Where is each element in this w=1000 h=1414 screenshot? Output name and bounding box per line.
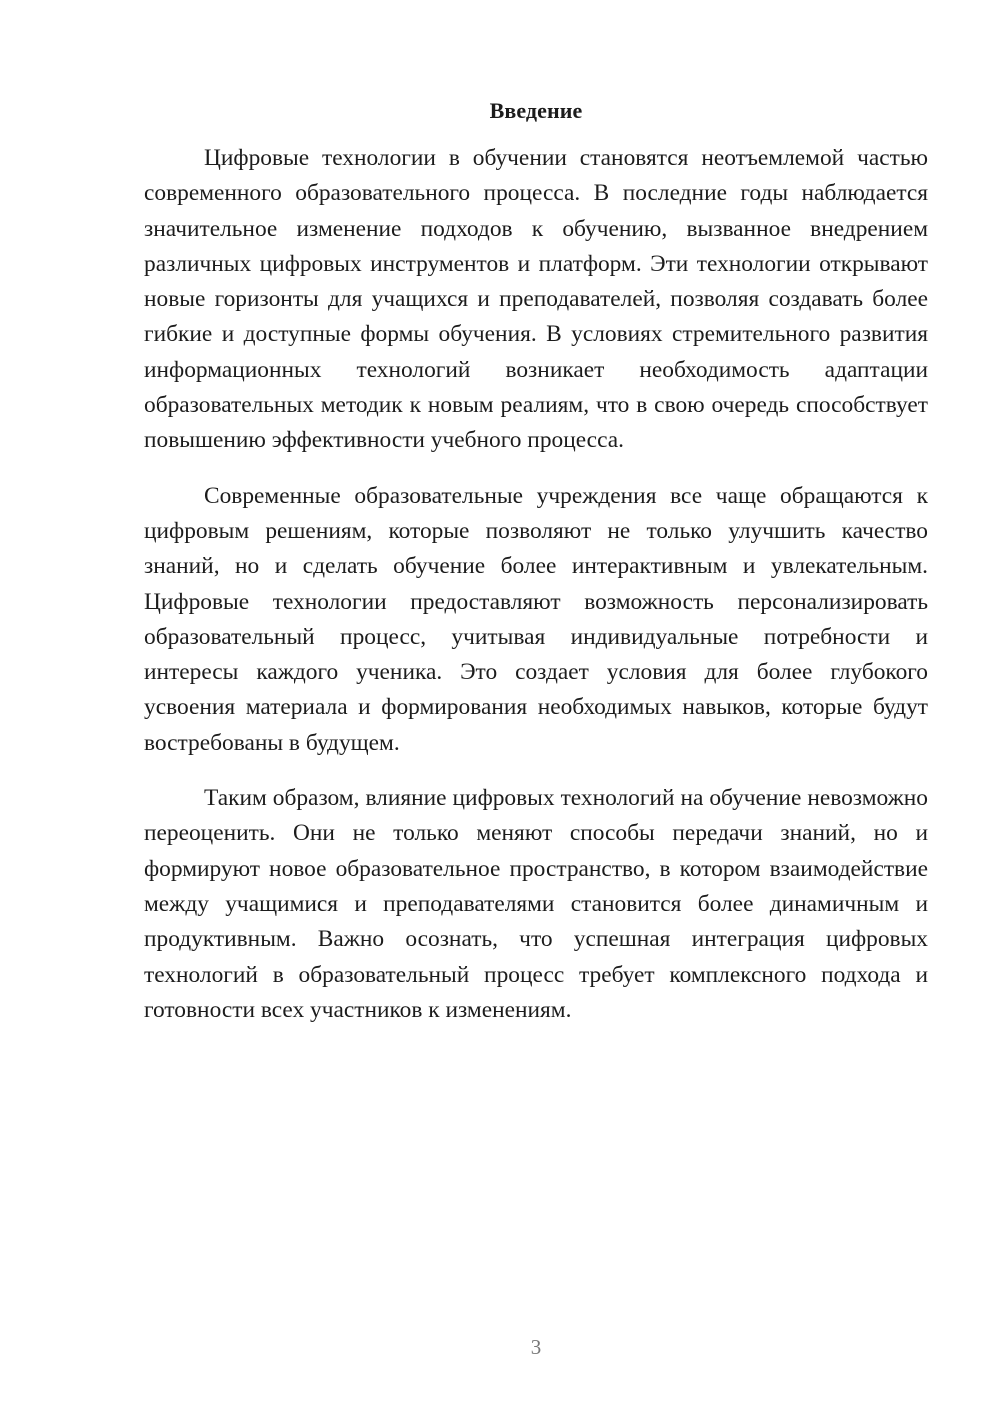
page-number: 3 — [530, 1335, 542, 1359]
paragraph-1: Цифровые технологии в обучении становятся неотъемлемой частью современного образовательного процесса. В последние годы наблюдается значительное изменение подходов к обучению, вызванное внедрением различных цифровых инструментов и платформ. Эти технологии открывают новые горизонты для учащихся и преподавателей, позволяя создавать более гибкие и доступные формы обучения. В условиях стремительного развития информационных технологий возникает необходимость адаптации образовательных методик к новым реалиям, что в свою очередь способствует повышению эффективности учебного процесса. — [144, 145, 928, 454]
paragraph-2: Современные образовательные учреждения все чаще обращаются к цифровым решениям, которые позволяют не только улучшить качество знаний, но и сделать обучение более интерактивным и увлекательным. Цифровые технологии предоставляют возможность персонализировать образовательный процесс, учитывая индивидуальные потребности и интересы каждого ученика. Это создает условия для более глубокого усвоения материала и формирования необходимых навыков, которые будут востребованы в будущем. — [144, 482, 928, 756]
body-text — [144, 141, 928, 1028]
section-title: Введение — [489, 98, 583, 123]
paragraph-3: Таким образом, влияние цифровых технологий на обучение невозможно переоценить. Они не только меняют способы передачи знаний, но и формируют новое образовательное пространство, в котором взаимодействие между учащимися и преподавателями становится более динамичным и продуктивным. Важно осознать, что успешная интеграция цифровых технологий в образовательный процесс требует комплексного подхода и готовности всех участников к изменениям. — [144, 785, 928, 1023]
